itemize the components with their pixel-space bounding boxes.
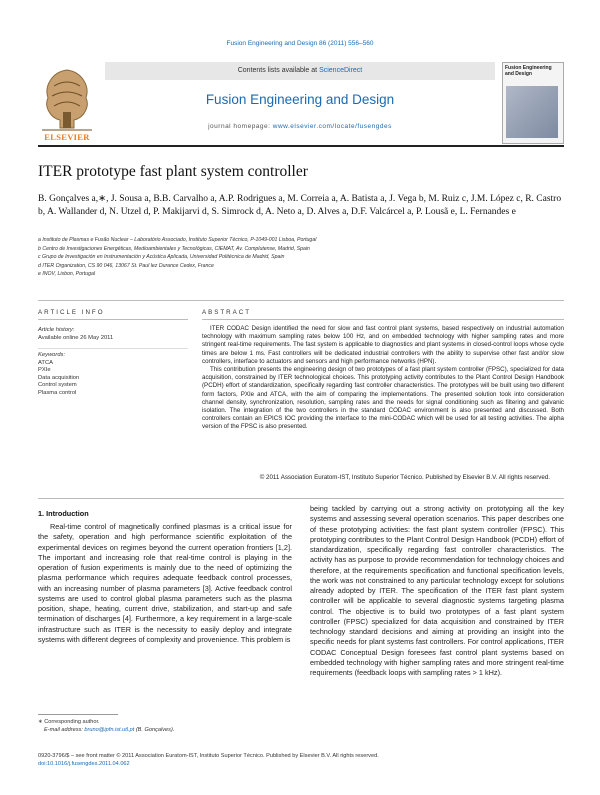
affiliation-item: c Grupo de Investigación en Instrumentación y Acústica Aplicada, Universidad Politécnica de Madrid, Spain (38, 254, 285, 261)
elsevier-wordmark: ELSEVIER (44, 132, 90, 142)
affiliation-item: a Instituto de Plasmas e Fusão Nuclear – Laboratório Associado, Instituto Superior Técnico, P-1049-001 Lisboa, Portugal (38, 237, 317, 243)
abstract-heading: ABSTRACT (202, 309, 252, 316)
keyword-item: Data acquisition (38, 374, 80, 381)
journal-title: Fusion Engineering and Design (205, 92, 395, 107)
keywords-divider (38, 348, 188, 349)
section-heading: 1. Introduction (38, 509, 89, 518)
article-info-divider (38, 319, 188, 320)
abstract-divider (202, 319, 564, 320)
keywords-label: Keywords: (38, 352, 66, 358)
body-column-right (310, 504, 564, 678)
history-value: Available online 26 May 2011 (38, 335, 114, 341)
section-divider (38, 300, 564, 301)
keywords (38, 352, 188, 398)
abstract-paragraph: This contribution presents the engineering design of two prototypes of a fast plant system controller (FPSC), specialized for data acquisition, constrained by ITER technological choices. This prototyping activity contributes to the Plant Control Design Handbook (PCDH) effort of standardization, specifically regarding fast controller characteristics. The prototypes will be built using two different form factors, PXIe and ATCA, with the aim of comparing the implementations. The presented solution took into consideration channel density, synchronization, resolution, sampling rates and the needs for signal conditioning such as filtering and galvanic isolation. The integration of the two controllers in the standard CODAC environment is also presented and discussed. Both controllers contain an EPICS IOC providing the interface to the mini-CODAC which will be used for all testing activities. The alpha version of the FPSC is also presented. (202, 366, 564, 431)
header-divider (38, 145, 564, 147)
cover-title: Fusion Engineering and Design (505, 65, 552, 77)
footnote-divider (38, 714, 118, 715)
keyword-item: ATCA (38, 359, 54, 366)
keyword-item: Plasma control (38, 389, 77, 396)
elsevier-logo (38, 62, 96, 134)
issn-line: 0920-3796/$ – see front matter © 2011 Association Euratom-IST, Instituto Superior Técnico. Published by Elsevier B.V. All rights reserved. (38, 753, 379, 759)
email-label: E-mail address: (44, 727, 85, 733)
page-footer (38, 752, 566, 768)
corresponding-author-note: ∗ Corresponding author. (38, 719, 100, 725)
article-history (38, 326, 188, 342)
copyright-notice: © 2011 Association Euratom-IST, Instituto Superior Técnico. Published by Elsevier B.V. All rights reserved. (259, 474, 550, 481)
body-column-left (38, 522, 292, 645)
author-list: B. Gonçalves a,∗, J. Sousa a, B.B. Carvalho a, A.P. Rodrigues a, M. Correia a, A. Batista a, J. Vega b, M. Ruiz c, J.M. López c, R. Castro b, A. Wallander d, N. Utzel d, P. Makijarvi d, S. Simrock d, A. Neto a, D. Alves a, D.F. Valcárcel a, P. Lousã e, L. Fernandes e (38, 194, 562, 217)
doi-link[interactable]: doi:10.1016/j.fusengdes.2011.04.062 (38, 761, 130, 767)
article-info-heading: ARTICLE INFO (38, 309, 105, 316)
affiliations (38, 236, 566, 279)
abstract-paragraph: ITER CODAC Design identified the need for slow and fast control plant systems, based respectively on industrial automation technology with maximum sampling rates below 100 Hz, and on embedded technology with higher sampling rates and more stringent real-time requirements. The fast system is applicable to diagnostics and plant systems in closed-control loops whose cycle times are below 1 ms. Fast controllers will be dedicated industrial controllers with the ability to supervise other fast and/or slow controllers, interface to actuators and sensors and high performance networks (HPN). (202, 325, 564, 365)
homepage-link[interactable]: www.elsevier.com/locate/fusengdes (272, 123, 392, 130)
email-suffix: (B. Gonçalves). (134, 727, 175, 733)
sciencedirect-link[interactable]: ScienceDirect (319, 67, 363, 74)
cover-image (506, 86, 558, 138)
email-link[interactable]: bruno@ipfn.ist.utl.pt (84, 727, 135, 733)
body-paragraph: Real-time control of magnetically confined plasmas is a critical issue for the safety, operation and high performance scientific exploitation of the experimental devices on regimes beyond the current operation frontiers [1,2]. The important and increasing role that real-time control is playing in the operation of fusion experiments is mainly due to the need of optimizing the plasma performance which requires adequate feedback control processes, with an increasing number of plasma parameters [3]. Active feedback control systems are used to control global plasma parameters such as the plasma position, shape, heating, current drive, stabilization, and start-up and safe termination of discharges [4]. Furthermore, a key requirement in a large-scale infrastructure such as ITER is the necessity to easily deploy and integrate systems with different degrees of complexity and provenience. This problem is (38, 522, 292, 644)
affiliation-item: b Centro de Investigaciones Energéticas, Medioambientales y Tecnológicas, CIEMAT, Av. Complutense, Madrid, Spain (38, 245, 310, 252)
contents-prefix: Contents lists available at (237, 67, 320, 74)
contents-bar (105, 62, 495, 80)
article-title: ITER prototype fast plant system controller (38, 163, 308, 180)
footnote (38, 718, 292, 734)
keyword-item: PXIe (38, 367, 51, 374)
history-label: Article history: (38, 327, 75, 333)
affiliation-item: d ITER Organization, CS 90 046, 13067 St. Paul lez Durance Cedex, France (38, 262, 214, 269)
affiliation-item: e INOV, Lisbon, Portugal (38, 271, 95, 278)
keyword-item: Control system (38, 382, 77, 389)
body-paragraph: being tackled by carrying out a strong activity on prototyping all the key systems and assessing several operation scenarios. This paper describes one of these prototyping activities: the fast plant system controller (FPSC). This prototyping contributes to the Plant Control Design Handbook (PCDH) effort of standardization, specifically regarding fast controller characteristics. The activity has as purpose to provide recommendation for technology choices and therefore, at the requirements specification and functional specification levels, the work was not constrained to any particular technology except for solutions already adopted by ITER. The specification of the ITER fast plant system controller will be applicable to several diagnostic systems targeting plasma control. The objective is to build two prototypes of a fast plant system controller (FPSC) specialized for data acquisition and constrained by ITER technology standard decisions and aiming at providing an insight into the specific needs for plant systems fast controllers. For control applications, ITER CODAC Conceptual Design foresees fast control plant systems based on embedded technology with higher sampling rates and more stringent real-time requirements (feedback loops with sampling rates > 1 kHz). (310, 504, 564, 677)
homepage-label: journal homepage: (208, 123, 273, 130)
journal-reference[interactable]: Fusion Engineering and Design 86 (2011) 556–560 (226, 40, 374, 47)
abstract-body (202, 325, 564, 432)
journal-homepage (105, 123, 495, 130)
section-divider (38, 498, 564, 499)
